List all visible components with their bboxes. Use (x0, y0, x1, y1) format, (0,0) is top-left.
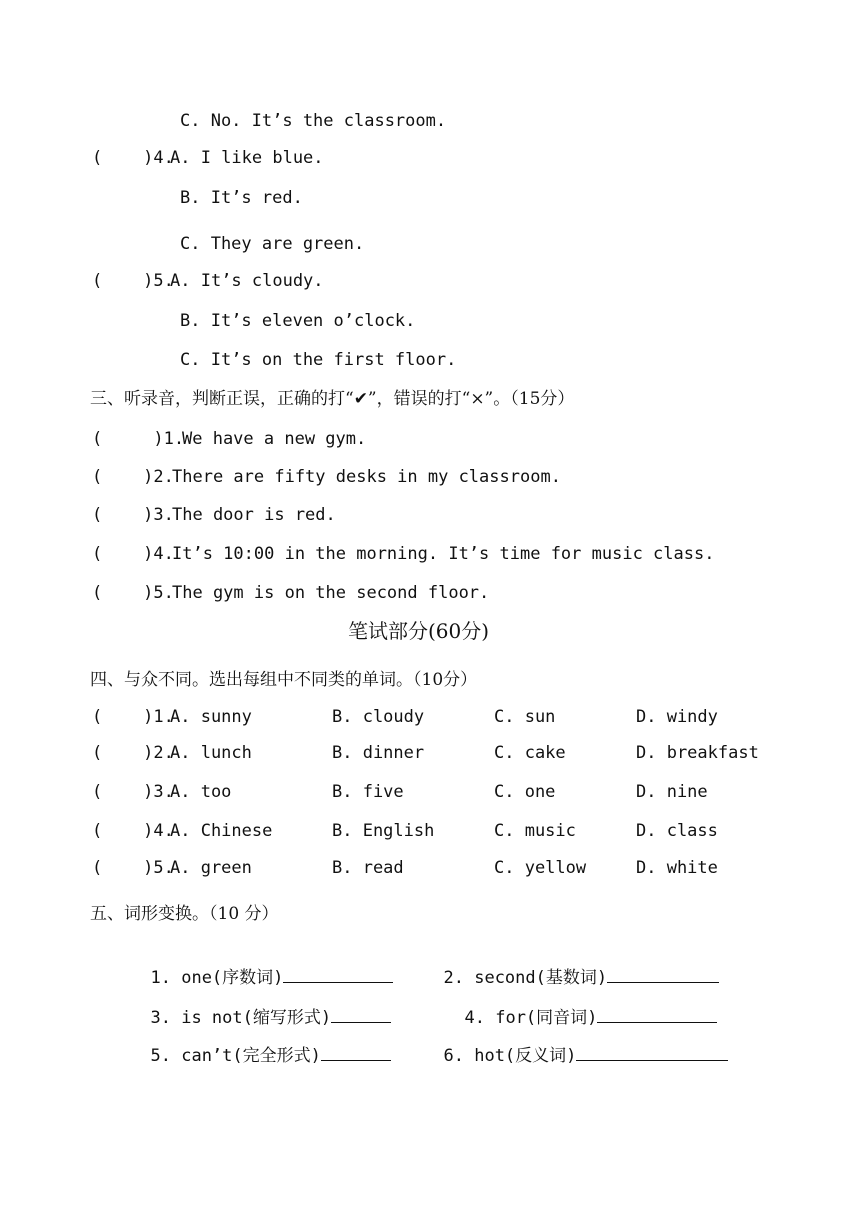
part5-item-6 (423, 1020, 728, 1067)
part5-item-3-text: is not(缩写形式) (181, 1008, 332, 1028)
part4-row-3-a: A. too (170, 782, 232, 802)
part5-item-6-text: hot(反义词) (474, 1046, 577, 1066)
part5-item-5 (130, 1020, 391, 1067)
part4-row-2-a: A. lunch (170, 743, 252, 763)
q5-option-c: C. It’s on the first floor. (180, 350, 457, 370)
part4-row-5-c: C. yellow (494, 858, 587, 878)
part4-row-1-c: C. sun (494, 707, 556, 727)
written-section-title: 笔试部分(60分) (348, 619, 490, 643)
part4-row-2-d: D. breakfast (636, 743, 759, 763)
part3-heading: 三、听录音，判断正误，正确的打“✔”，错误的打“×”。（15分） (90, 389, 575, 409)
part4-row-5-d: D. white (636, 858, 718, 878)
part5-item-2-num: 2. (443, 968, 464, 988)
part4-row-2-b: B. dinner (332, 743, 425, 763)
part4-heading: 四、与众不同。选出每组中不同类的单词。（10分） (90, 670, 478, 690)
part5-item-1-num: 1. (150, 968, 171, 988)
part3-item-4-text: It’s 10:00 in the morning. It’s time for music class. (172, 544, 715, 564)
part4-row-2-c: C. cake (494, 743, 566, 763)
part5-item-5-num: 5. (150, 1046, 171, 1066)
part4-row-5-b: B. read (332, 858, 404, 878)
part5-item-5-answer-blank[interactable] (321, 1042, 391, 1061)
part4-row-4-b: B. English (332, 821, 435, 841)
part4-row-1-a: A. sunny (170, 707, 252, 727)
part4-row-5-a: A. green (170, 858, 252, 878)
part4-row-2-bracket: ( )2. (92, 743, 174, 763)
part3-item-4-bracket: ( )4. (92, 544, 174, 564)
part4-row-3-d: D. nine (636, 782, 708, 802)
part4-row-3-b: B. five (332, 782, 404, 802)
part3-item-3-text: The door is red. (172, 505, 336, 525)
q5-bracket: ( )5. (92, 271, 174, 291)
part5-item-2-text: second(基数词) (474, 968, 608, 988)
part4-row-3-bracket: ( )3. (92, 782, 174, 802)
q3-option-c: C. No. It’s the classroom. (180, 111, 447, 131)
part4-row-3-c: C. one (494, 782, 556, 802)
part4-row-1-d: D. windy (636, 707, 718, 727)
q4-option-a: A. I like blue. (170, 148, 324, 168)
part5-item-6-num: 6. (443, 1046, 464, 1066)
part5-item-5-text: can’t(完全形式) (181, 1046, 321, 1066)
part5-heading: 五、词形变换。（10 分） (90, 904, 279, 924)
part4-row-1-bracket: ( )1. (92, 707, 174, 727)
part5-item-4-num: 4. (464, 1008, 485, 1028)
part5-item-1-text: one(序数词) (181, 968, 284, 988)
part3-item-2-bracket: ( )2. (92, 467, 174, 487)
q4-option-c: C. They are green. (180, 234, 365, 254)
part3-item-1-bracket: ( )1. (92, 429, 185, 449)
q4-bracket: ( )4. (92, 148, 174, 168)
part3-item-5-bracket: ( )5. (92, 583, 174, 603)
part5-item-4-text: for(同音词) (495, 1008, 598, 1028)
q5-option-a: A. It’s cloudy. (170, 271, 324, 291)
q5-option-b: B. It’s eleven o’clock. (180, 311, 416, 331)
part5-item-6-answer-blank[interactable] (576, 1042, 728, 1061)
part4-row-1-b: B. cloudy (332, 707, 425, 727)
part3-item-1-text: We have a new gym. (182, 429, 367, 449)
part4-row-4-a: A. Chinese (170, 821, 273, 841)
part3-item-5-text: The gym is on the second floor. (172, 583, 490, 603)
part4-row-4-c: C. music (494, 821, 576, 841)
q4-option-b: B. It’s red. (180, 188, 303, 208)
part4-row-4-d: D. class (636, 821, 718, 841)
part4-row-5-bracket: ( )5. (92, 858, 174, 878)
part5-item-1-answer-blank[interactable] (283, 964, 393, 983)
part3-item-2-text: There are fifty desks in my classroom. (172, 467, 561, 487)
part3-item-3-bracket: ( )3. (92, 505, 174, 525)
part5-item-2-answer-blank[interactable] (607, 964, 719, 983)
part4-row-4-bracket: ( )4. (92, 821, 174, 841)
part5-item-3-num: 3. (150, 1008, 171, 1028)
